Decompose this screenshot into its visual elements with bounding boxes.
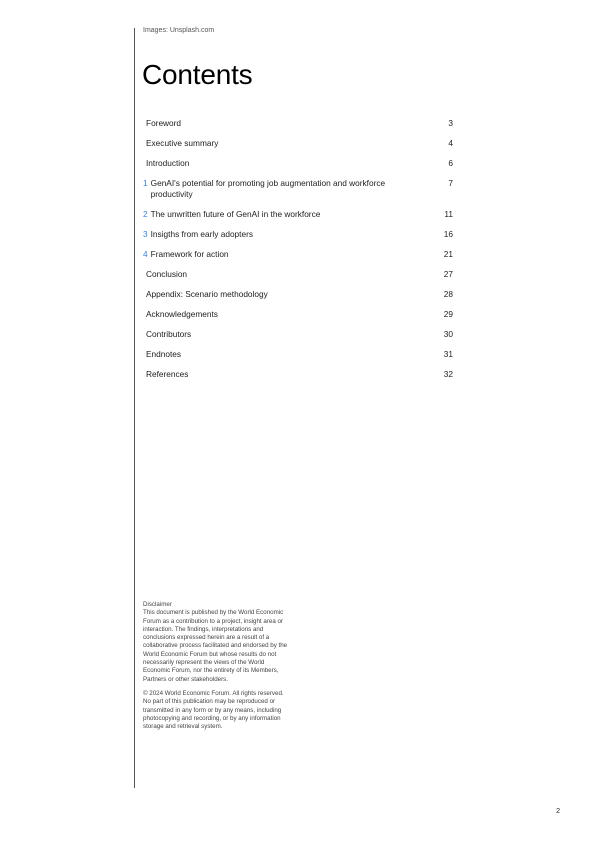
toc-label: GenAI's potential for promoting job augmentation and workforce productivity: [150, 178, 386, 199]
toc-label: Executive summary: [146, 138, 219, 148]
page-title: Contents: [142, 59, 253, 90]
copyright-notice: © 2024 World Economic Forum. All rights reserved. No part of this publication may be reproduced or transmitted in any form or by any means, including photocopying and recording, or by any information storage and retrieval system.: [143, 689, 284, 731]
toc-page: 6: [448, 158, 453, 168]
toc-label: Endnotes: [146, 349, 182, 359]
toc-item-chapter-2[interactable]: [143, 209, 453, 220]
toc-page: 4: [448, 138, 453, 148]
toc-item-conclusion[interactable]: [143, 269, 453, 280]
page-number: 2: [556, 808, 560, 815]
toc-label: Insigths from early adopters: [150, 229, 253, 239]
disclaimer: [143, 601, 293, 737]
toc-page: 28: [443, 289, 453, 299]
toc-item-contributors[interactable]: [143, 329, 453, 340]
toc-number: 3: [143, 229, 148, 239]
image-credit: Images: Unsplash.com: [143, 27, 215, 34]
toc-number: 2: [143, 209, 148, 219]
toc-label: Contributors: [146, 329, 192, 339]
toc-number: 4: [143, 249, 148, 259]
toc-label: The unwritten future of GenAI in the workforce: [150, 209, 321, 219]
toc-item-introduction[interactable]: [143, 158, 453, 169]
toc-item-chapter-4[interactable]: [143, 249, 453, 260]
toc-page: 27: [443, 269, 453, 279]
toc-item-chapter-1[interactable]: [143, 178, 453, 200]
table-of-contents: [143, 118, 453, 389]
toc-page: 30: [443, 329, 453, 339]
toc-page: 11: [444, 209, 453, 219]
toc-item-endnotes[interactable]: [143, 349, 453, 360]
toc-label: Acknowledgements: [146, 309, 218, 319]
toc-item-acknowledgements[interactable]: [143, 309, 453, 320]
toc-item-executive-summary[interactable]: [143, 138, 453, 149]
toc-page: 32: [443, 369, 453, 379]
toc-item-chapter-3[interactable]: [143, 229, 453, 240]
toc-label: Appendix: Scenario methodology: [146, 289, 268, 299]
toc-page: 29: [443, 309, 453, 319]
toc-item-foreword[interactable]: [143, 118, 453, 129]
toc-number: 1: [143, 178, 148, 188]
toc-page: 3: [448, 118, 453, 128]
toc-page: 16: [443, 229, 453, 239]
toc-page: 31: [443, 349, 453, 359]
toc-label: References: [146, 369, 189, 379]
toc-item-references[interactable]: [143, 369, 453, 380]
disclaimer-body: This document is published by the World Economic Forum as a contribution to a project, insight area or interaction. The findings, interpretations and conclusions expressed herein are a result of a collaborative process facilitated and endorsed by the World Economic Forum but whose results do not necessarily represent the views of the World Economic Forum, nor the entirety of its Members, Partners or other stakeholders.: [143, 609, 288, 683]
toc-label: Introduction: [146, 158, 190, 168]
toc-item-appendix[interactable]: [143, 289, 453, 300]
disclaimer-heading: Disclaimer: [143, 601, 172, 608]
toc-label: Framework for action: [150, 249, 229, 259]
toc-page: 7: [448, 178, 453, 188]
vertical-rule: [134, 28, 135, 788]
toc-page: 21: [443, 249, 453, 259]
toc-label: Conclusion: [146, 269, 188, 279]
toc-label: Foreword: [146, 118, 182, 128]
